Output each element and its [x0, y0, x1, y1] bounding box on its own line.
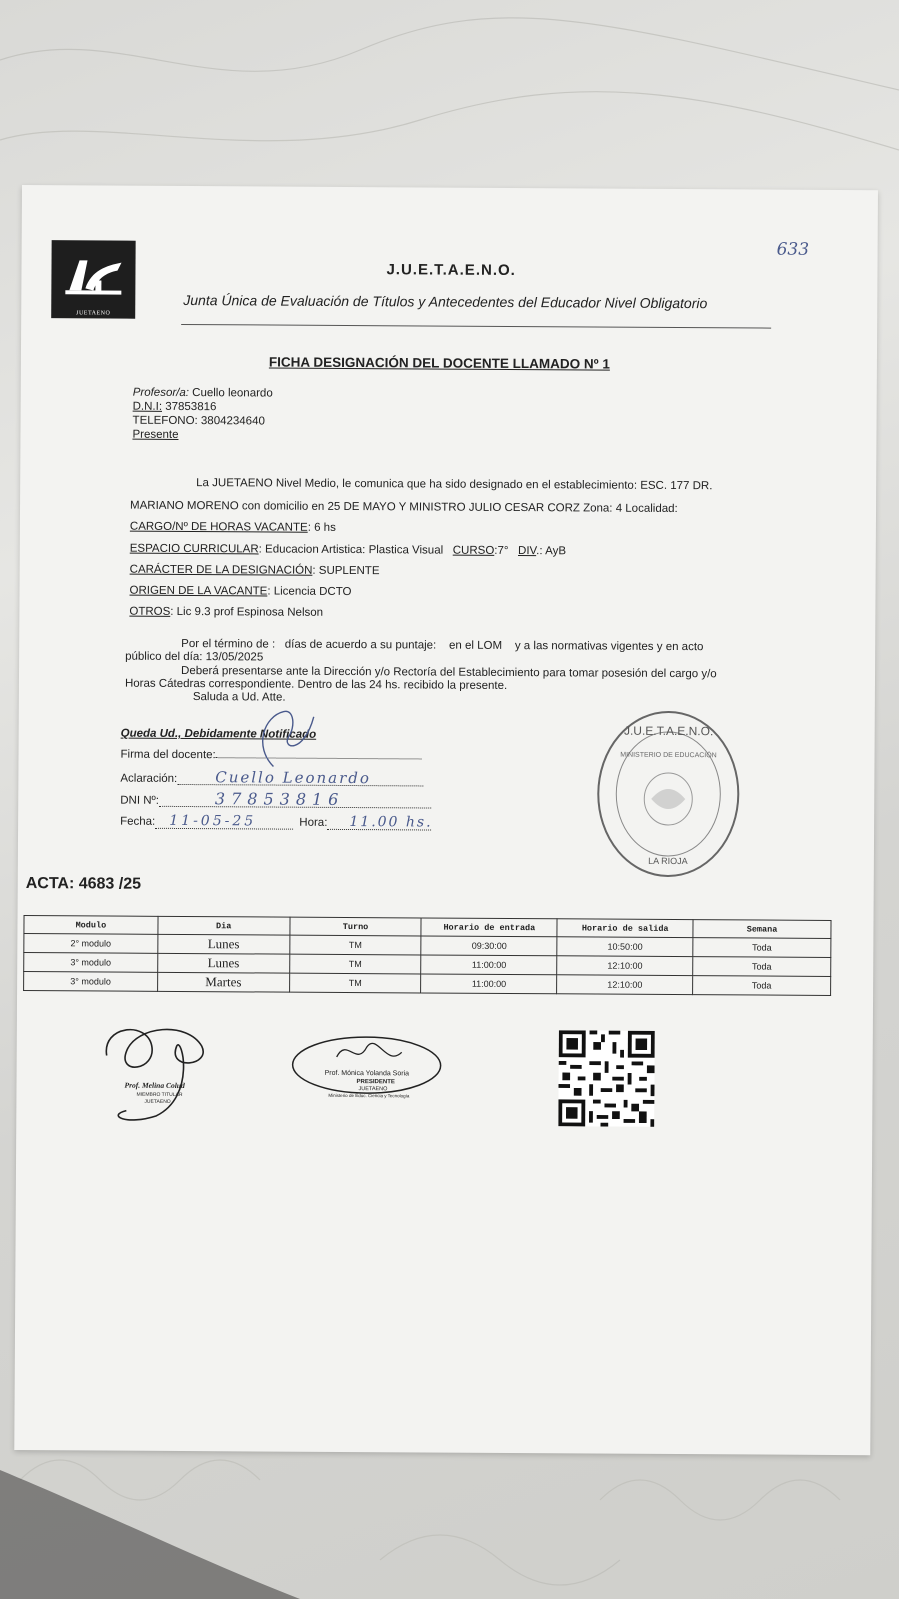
cell-semana: Toda [693, 976, 831, 996]
cargo-line [130, 520, 336, 535]
cargo-label: CARGO/Nº DE HORAS VACANTE [129, 520, 308, 534]
profesor-value: Cuello leonardo [188, 387, 273, 400]
otros-label: OTROS [129, 605, 171, 618]
cell-dia: Lunes [158, 953, 290, 973]
cell-entrada: 11:00:00 [421, 974, 557, 994]
div-value: .: AyB [536, 545, 567, 558]
presente-label: Presente [132, 428, 179, 441]
otros-value: : Lic 9.3 prof Espinosa Nelson [170, 605, 324, 619]
hora-value: 11.00 hs. [327, 815, 431, 831]
origen-value: : Licencia DCTO [267, 585, 352, 599]
document-sheet [14, 185, 878, 1455]
dni-firma-label: DNI Nº: [120, 794, 159, 807]
stamp-bottom-text: LA RIOJA [648, 855, 688, 867]
fecha-hora-line [120, 814, 431, 831]
signature-scribble-docente [243, 696, 323, 776]
cell-modulo: 3° modulo [24, 953, 158, 973]
fecha-value: 11-05-25 [155, 814, 293, 830]
espacio-line [130, 542, 566, 559]
signature-right-name: Prof. Mónica Yolanda Soria [324, 1069, 410, 1078]
col-header-dia: Dia [158, 916, 290, 935]
signature-right-org: JUETAENO [358, 1086, 388, 1093]
aclaracion-value: Cuello Leonardo [177, 770, 423, 787]
juetaeno-logo [51, 240, 135, 319]
cell-modulo: 2° modulo [24, 934, 158, 954]
espacio-label: ESPACIO CURRICULAR [129, 542, 259, 556]
signature-left-org: JUETAENO [144, 1098, 171, 1105]
dni-label: D.N.I: [132, 400, 163, 413]
cell-salida: 10:50:00 [557, 937, 693, 957]
cell-dia: Martes [157, 972, 289, 992]
stamp-top-text: J.U.E.T.A.E.N.O. [623, 723, 714, 739]
div-label: DIV [518, 545, 537, 558]
signature-right-ministry: Ministerio de Educ. Ciencia y Tecnología [328, 1092, 410, 1099]
logo-caption: JUETAENO [76, 310, 111, 317]
cell-turno: TM [289, 954, 421, 974]
document-title: FICHA DESIGNACIÓN DEL DOCENTE LLAMADO Nº 1 [268, 354, 610, 372]
curso-label: CURSO [452, 544, 495, 557]
cargo-value: : 6 hs [307, 521, 336, 534]
intro-line-1: La JUETAENO Nivel Medio, le comunica que ha sido designado en el establecimiento: ESC. 177 DR. [196, 477, 713, 493]
cell-entrada: 09:30:00 [421, 936, 557, 956]
table-row [24, 972, 831, 996]
signature-left-name: Prof. Melina Colud [124, 1080, 185, 1091]
schedule-table [23, 915, 831, 996]
signature-left-role: MIEMBRO TITULAR [136, 1091, 183, 1098]
stamp-ring-text: MINISTERIO DE EDUCACIÓN [620, 751, 717, 760]
signature-right [286, 1027, 447, 1118]
dni-value: 37853816 [162, 400, 217, 414]
page-number: 633 [776, 239, 810, 260]
official-stamp [593, 709, 744, 880]
aclaracion-label: Aclaración: [120, 772, 178, 785]
dni-line [133, 400, 217, 415]
saluda-line: Saluda a Ud. Atte. [192, 691, 286, 704]
signature-left [96, 1015, 247, 1131]
col-header-turno: Turno [290, 917, 422, 936]
cell-dia: Lunes [158, 934, 290, 954]
caracter-value: : SUPLENTE [312, 564, 380, 578]
presentarse-line-2: Horas Cátedras correspondiente. Dentro de las 24 hs. recibido la presente. [124, 677, 508, 692]
hora-label: Hora: [299, 816, 328, 829]
dni-firma-value: 37853816 [159, 792, 431, 809]
cell-semana: Toda [693, 957, 831, 977]
dni-firma-line [120, 789, 431, 810]
col-header-salida: Horario de salida [557, 919, 693, 938]
firma-label: Firma del docente: [120, 748, 216, 762]
profesor-line [133, 386, 273, 401]
cell-salida: 12:10:00 [557, 956, 693, 976]
acta-number: ACTA: 4683 /25 [25, 875, 142, 893]
header-divider [181, 324, 771, 329]
espacio-value: : Educacion Artistica: Plastica Visual [258, 543, 453, 557]
col-header-semana: Semana [693, 920, 831, 939]
cell-turno: TM [289, 935, 421, 955]
cell-modulo: 3° modulo [24, 972, 158, 992]
org-full-name: Junta Única de Evaluación de Títulos y Antecedentes del Educador Nivel Obligatorio [183, 291, 708, 312]
otros-line [129, 605, 323, 620]
caracter-line [130, 563, 380, 579]
origen-label: ORIGEN DE LA VACANTE [129, 584, 268, 598]
col-header-modulo: Modulo [24, 916, 158, 935]
notificado-heading: Queda Ud., Debidamente Notificado [120, 727, 317, 741]
presentarse-line-1: Deberá presentarse ante la Dirección y/o Rectoría del Establecimiento para tomar posesión del cargo y/o [180, 664, 717, 681]
profesor-label: Profesor/a: [132, 386, 190, 400]
fecha-label: Fecha: [120, 815, 156, 828]
caracter-label: CARÁCTER DE LA DESIGNACIÓN [129, 563, 313, 577]
curso-value: :7° [494, 544, 519, 558]
termino-line-1: Por el término de : días de acuerdo a su puntaje: en el LOM y a las normativas vigentes y en acto [181, 637, 704, 654]
org-name: J.U.E.T.A.E.N.O. [386, 261, 516, 280]
telefono-line: TELEFONO: 3804234640 [132, 414, 265, 428]
cell-turno: TM [289, 973, 421, 993]
cell-salida: 12:10:00 [557, 975, 693, 995]
termino-line-2: público del día: 13/05/2025 [125, 650, 264, 664]
qr-code [558, 1030, 655, 1127]
signature-right-role: PRESIDENTE [356, 1079, 395, 1086]
col-header-entrada: Horario de entrada [421, 918, 557, 937]
cell-semana: Toda [693, 938, 831, 958]
cell-entrada: 11:00:00 [421, 955, 557, 975]
origen-line [129, 584, 351, 599]
intro-line-2: MARIANO MORENO con domicilio en 25 DE MAYO Y MINISTRO JULIO CESAR CORZ Zona: 4 Localidad: [130, 499, 678, 516]
